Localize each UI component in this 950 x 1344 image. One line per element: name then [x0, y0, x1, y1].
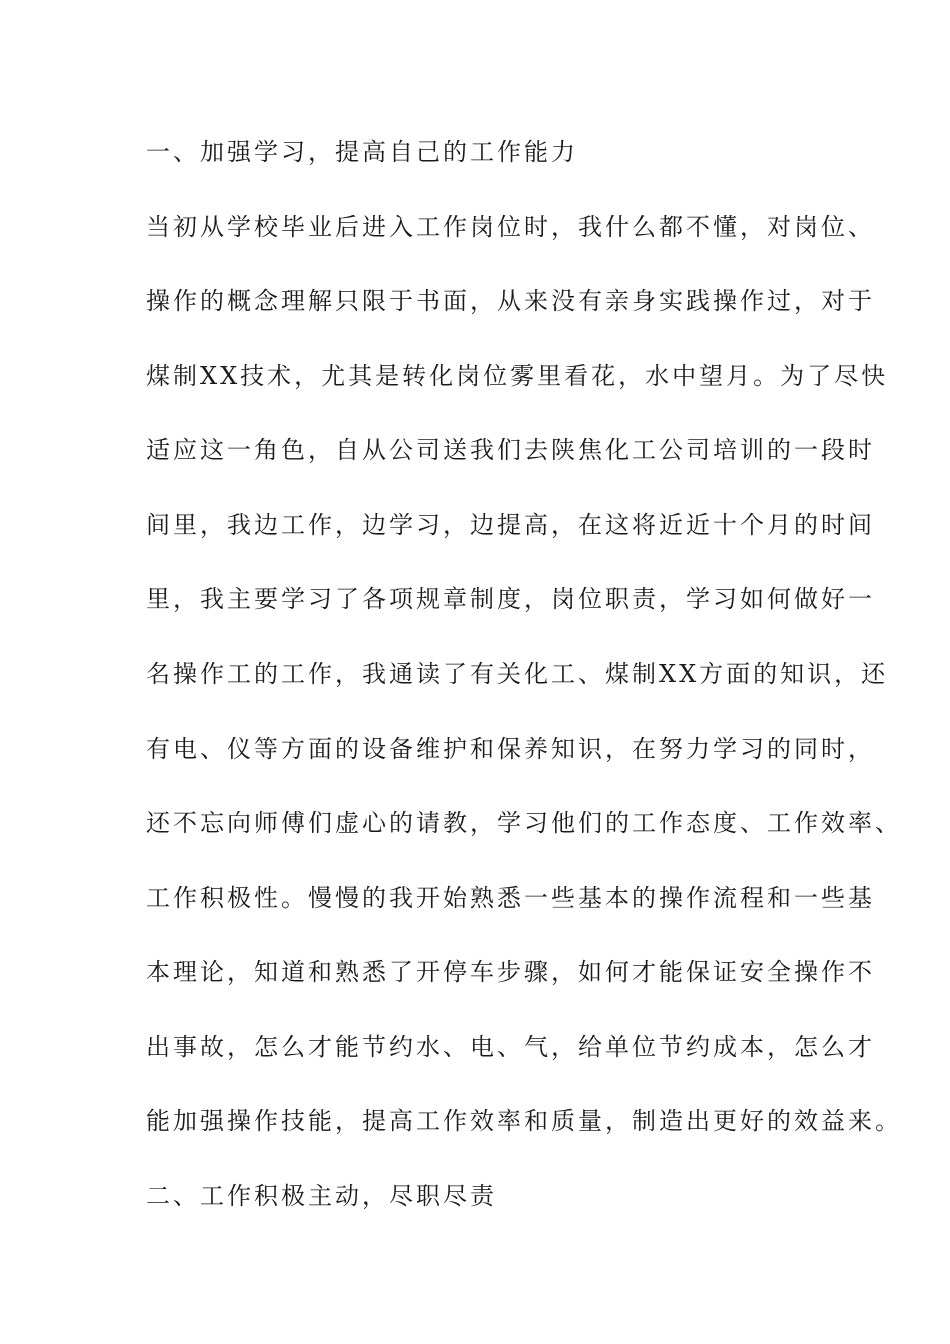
paragraph-line-7: 名操作工的工作，我通读了有关化工、煤制XX方面的知识，还: [146, 660, 889, 688]
paragraph-line-1: 当初从学校毕业后进入工作岗位时，我什么都不懂，对岗位、: [146, 213, 875, 241]
paragraph-line-8: 有电、仪等方面的设备维护和保养知识，在努力学习的同时，: [146, 735, 875, 763]
paragraph-line-10: 工作积极性。慢慢的我开始熟悉一些基本的操作流程和一些基: [146, 884, 875, 912]
paragraph-line-4: 适应这一角色，自从公司送我们去陕焦化工公司培训的一段时: [146, 436, 875, 464]
paragraph-line-9: 还不忘向师傅们虚心的请教，学习他们的工作态度、工作效率、: [146, 809, 902, 837]
section-heading-1: 一、加强学习，提高自己的工作能力: [146, 138, 578, 166]
paragraph-line-13: 能加强操作技能，提高工作效率和质量，制造出更好的效益来。: [146, 1107, 902, 1135]
paragraph-line-5: 间里，我边工作，边学习，边提高，在这将近近十个月的时间: [146, 511, 875, 539]
paragraph-line-11: 本理论，知道和熟悉了开停车步骤，如何才能保证安全操作不: [146, 958, 875, 986]
paragraph-line-12: 出事故，怎么才能节约水、电、气，给单位节约成本，怎么才: [146, 1033, 875, 1061]
paragraph-line-3: 煤制XX技术，尤其是转化岗位雾里看花，水中望月。为了尽快: [146, 362, 889, 390]
paragraph-line-6: 里，我主要学习了各项规章制度，岗位职责，学习如何做好一: [146, 585, 875, 613]
paragraph-line-2: 操作的概念理解只限于书面，从来没有亲身实践操作过，对于: [146, 287, 875, 315]
section-heading-2: 二、工作积极主动，尽职尽责: [146, 1182, 497, 1210]
